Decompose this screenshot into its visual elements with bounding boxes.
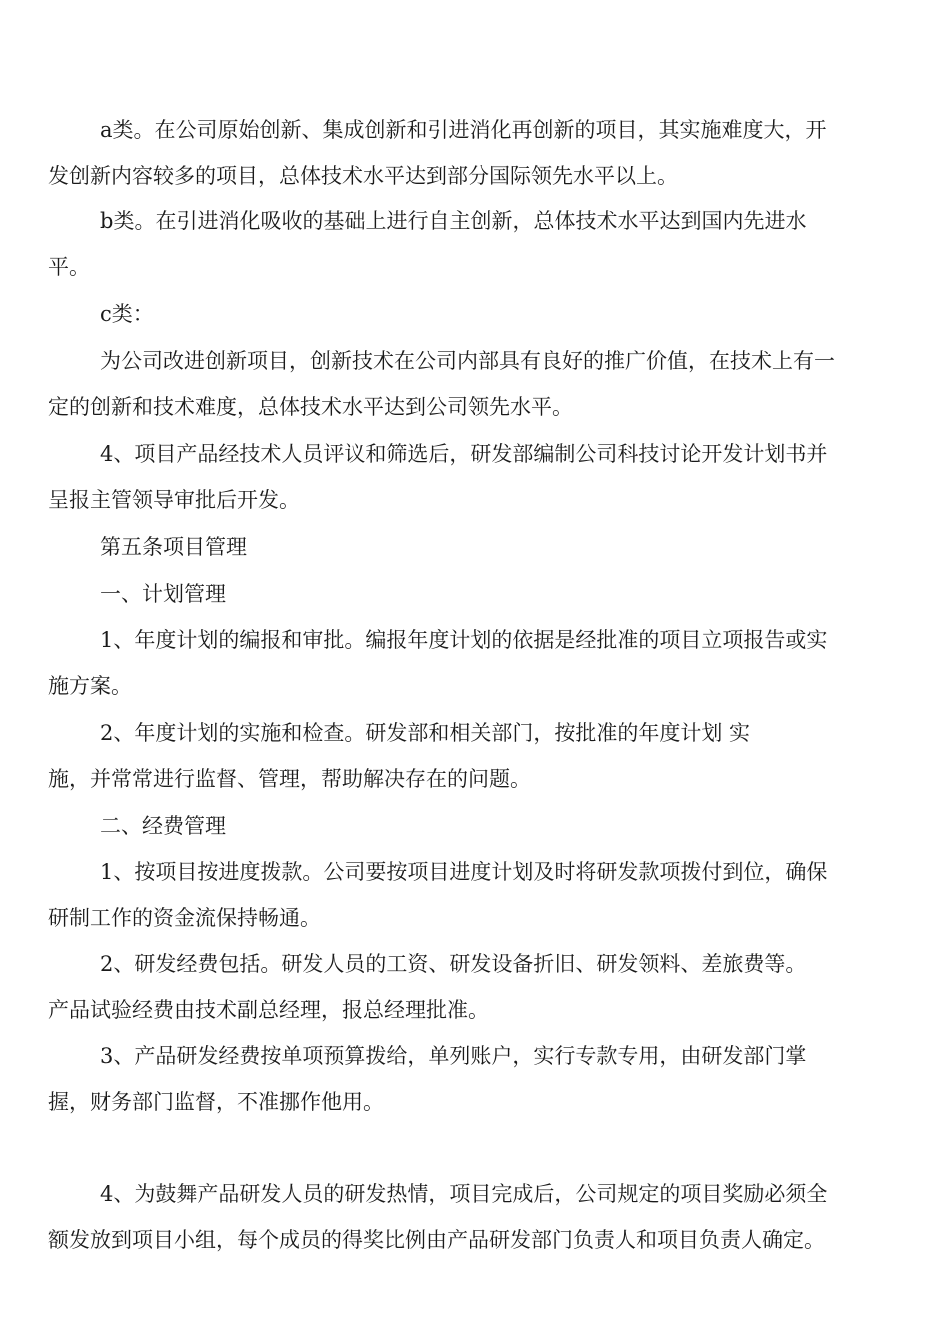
paragraph-line: 4、为鼓舞产品研发人员的研发热情，项目完成后，公司规定的项目奖励必须全 bbox=[100, 1182, 828, 1206]
paragraph-line: c类： bbox=[100, 302, 154, 326]
paragraph-class-b bbox=[48, 198, 900, 290]
paragraph-class-c-label bbox=[48, 291, 900, 337]
paragraph-line: 平。 bbox=[48, 255, 90, 279]
section-heading-article-5: 第五条项目管理 bbox=[100, 535, 247, 559]
paragraph-line: 额发放到项目小组，每个成员的得奖比例由产品研发部门负责人和项目负责人确定。 bbox=[48, 1228, 825, 1252]
paragraph-fund-item-2 bbox=[48, 941, 900, 1033]
paragraph-fund-item-1 bbox=[48, 849, 900, 941]
subsection-heading-plan-management: 一、计划管理 bbox=[100, 582, 226, 606]
paragraph-line: 握，财务部门监督，不准挪作他用。 bbox=[48, 1090, 384, 1114]
paragraph-line: 2、年度计划的实施和检查。研发部和相关部门，按批准的年度计划 实 bbox=[100, 721, 751, 745]
paragraph-plan-item-2 bbox=[48, 710, 900, 802]
paragraph-line: 3、产品研发经费按单项预算拨给，单列账户，实行专款专用，由研发部门掌 bbox=[100, 1044, 807, 1068]
paragraph-fund-item-3 bbox=[48, 1033, 900, 1125]
paragraph-plan-item-1 bbox=[48, 617, 900, 709]
paragraph-line: 施方案。 bbox=[48, 674, 132, 698]
subsection-heading-fund-management: 二、经费管理 bbox=[100, 814, 226, 838]
paragraph-line: 4、项目产品经技术人员评议和筛选后，研发部编制公司科技讨论开发计划书并 bbox=[100, 442, 828, 466]
paragraph-line: a类。在公司原始创新、集成创新和引进消化再创新的项目，其实施难度大，开 bbox=[100, 118, 827, 142]
paragraph-line: 发创新内容较多的项目，总体技术水平达到部分国际领先水平以上。 bbox=[48, 164, 678, 188]
paragraph-item-4-review bbox=[48, 431, 900, 523]
paragraph-line: b类。在引进消化吸收的基础上进行自主创新，总体技术水平达到国内先进水 bbox=[100, 209, 807, 233]
paragraph-line: 为公司改进创新项目，创新技术在公司内部具有良好的推广价值，在技术上有一 bbox=[100, 349, 835, 373]
paragraph-class-a bbox=[48, 107, 900, 199]
paragraph-line: 呈报主管领导审批后开发。 bbox=[48, 488, 300, 512]
paragraph-class-c bbox=[48, 338, 900, 430]
paragraph-line: 施，并常常进行监督、管理，帮助解决存在的问题。 bbox=[48, 767, 531, 791]
paragraph-line: 1、按项目按进度拨款。公司要按项目进度计划及时将研发款项拨付到位，确保 bbox=[100, 860, 828, 884]
paragraph-line: 1、年度计划的编报和审批。编报年度计划的依据是经批准的项目立项报告或实 bbox=[100, 628, 828, 652]
paragraph-line: 定的创新和技术难度，总体技术水平达到公司领先水平。 bbox=[48, 395, 573, 419]
paragraph-fund-item-4 bbox=[48, 1171, 900, 1263]
paragraph-line: 产品试验经费由技术副总经理，报总经理批准。 bbox=[48, 998, 489, 1022]
paragraph-line: 研制工作的资金流保持畅通。 bbox=[48, 906, 321, 930]
paragraph-line: 2、研发经费包括。研发人员的工资、研发设备折旧、研发领料、差旅费等。 bbox=[100, 952, 807, 976]
